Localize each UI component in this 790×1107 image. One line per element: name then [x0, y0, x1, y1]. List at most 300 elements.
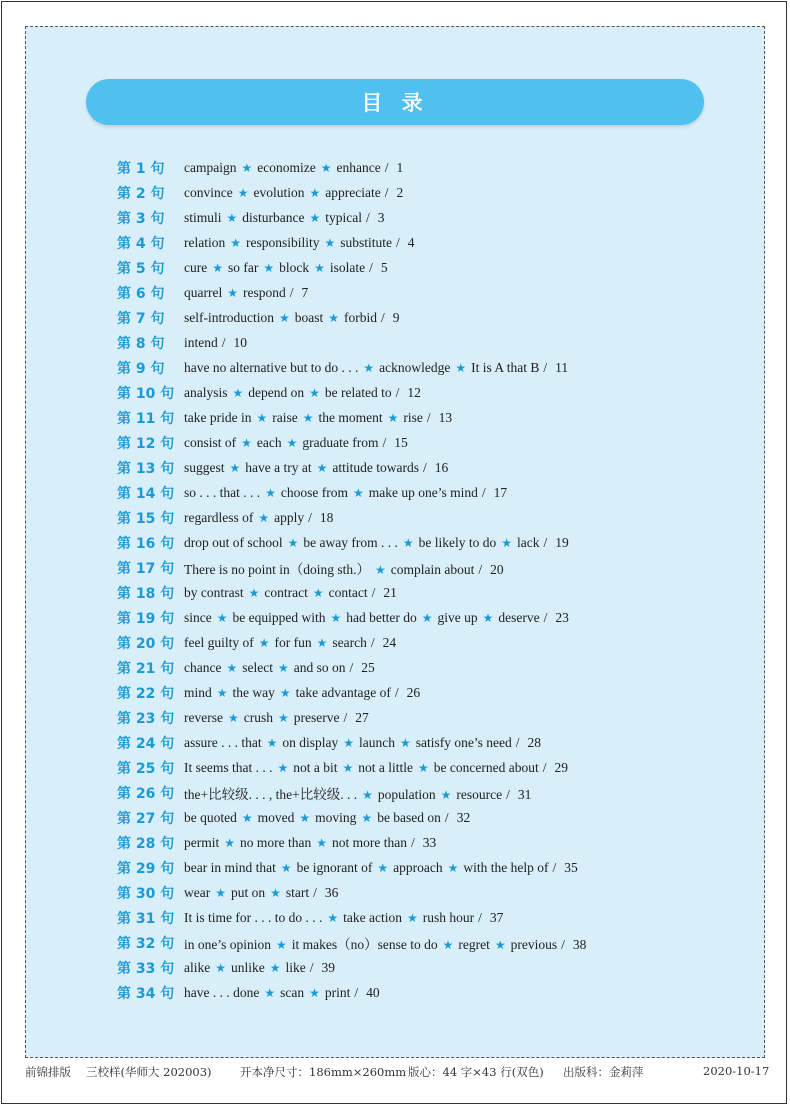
star-icon: ★ — [421, 610, 433, 625]
page-separator: / — [542, 759, 547, 775]
page-separator: / — [552, 859, 557, 875]
star-icon: ★ — [447, 860, 459, 875]
toc-row[interactable] — [0, 980, 790, 1005]
toc-term: put on — [231, 884, 266, 900]
toc-number: 第 21 句 — [117, 660, 175, 677]
page-separator: / — [396, 234, 400, 250]
toc-term: contact — [328, 584, 368, 600]
page-separator: / — [422, 459, 427, 475]
toc-term: be related to — [324, 384, 392, 400]
star-icon: ★ — [215, 960, 227, 975]
toc-row[interactable] — [0, 655, 790, 680]
toc-entry — [184, 535, 569, 551]
page-separator: / — [349, 659, 354, 675]
star-icon: ★ — [226, 660, 238, 675]
page-number: 26 — [406, 684, 421, 700]
page-separator: / — [506, 786, 510, 802]
toc-term: relation — [184, 234, 226, 250]
toc-row[interactable] — [0, 455, 790, 480]
toc-entry — [184, 933, 586, 953]
toc-term: attitude towards — [332, 459, 419, 475]
toc-row[interactable] — [0, 705, 790, 730]
star-icon: ★ — [316, 460, 328, 475]
page-number: 20 — [490, 561, 504, 577]
toc-entry — [184, 685, 420, 701]
toc-term: evolution — [253, 184, 305, 200]
toc-term: so far — [228, 259, 259, 275]
star-icon: ★ — [278, 310, 290, 325]
toc-row[interactable] — [0, 505, 790, 530]
toc-term: launch — [359, 734, 396, 750]
toc-row[interactable] — [0, 930, 790, 955]
toc-entry — [184, 185, 403, 201]
toc-term: take advantage of — [295, 684, 391, 700]
page-separator: / — [371, 584, 376, 600]
toc-term: disturbance — [242, 209, 305, 225]
star-icon: ★ — [286, 435, 298, 450]
page-number: 3 — [377, 209, 385, 225]
star-icon: ★ — [482, 610, 494, 625]
footer-size: 开本净尺寸：186mm×260mm — [240, 1065, 407, 1079]
toc-number: 第 19 句 — [117, 610, 175, 627]
toc-term: not a bit — [293, 759, 338, 775]
page-number: 33 — [422, 834, 437, 850]
toc-term: unlike — [231, 959, 265, 975]
toc-term: make up one’s mind — [368, 484, 478, 500]
toc-term: be equipped with — [232, 609, 326, 625]
page-separator: / — [384, 159, 389, 175]
page-separator: / — [221, 334, 226, 350]
page-separator: / — [384, 184, 389, 200]
toc-row[interactable] — [0, 630, 790, 655]
toc-number: 第 5 句 — [117, 260, 165, 277]
toc-term: be ignorant of — [296, 859, 373, 875]
star-icon: ★ — [327, 910, 339, 925]
toc-number: 第 1 句 — [117, 160, 165, 177]
toc-row[interactable] — [0, 355, 790, 380]
toc-row[interactable] — [0, 330, 790, 355]
star-icon: ★ — [377, 860, 389, 875]
toc-row[interactable] — [0, 380, 790, 405]
toc-term: feel guilty of — [184, 634, 254, 650]
toc-row[interactable] — [0, 155, 790, 180]
toc-term: print — [324, 984, 351, 1000]
page-separator: / — [478, 909, 482, 925]
toc-term: be likely to do — [418, 534, 497, 550]
star-icon: ★ — [230, 235, 241, 250]
toc-row[interactable] — [0, 280, 790, 305]
page-separator: / — [426, 409, 431, 425]
toc-number: 第 14 句 — [117, 485, 175, 502]
page-separator: / — [289, 284, 294, 300]
toc-entry — [184, 735, 541, 751]
toc-number: 第 32 句 — [117, 935, 175, 952]
toc-number: 第 18 句 — [117, 585, 175, 602]
toc-term: It seems that . . . — [184, 759, 273, 775]
toc-row[interactable] — [0, 680, 790, 705]
toc-term: be concerned about — [433, 759, 539, 775]
toc-row[interactable] — [0, 805, 790, 830]
page-separator: / — [561, 936, 565, 952]
toc-term: isolate — [329, 259, 366, 275]
page-separator: / — [366, 209, 370, 225]
toc-term: take action — [343, 909, 402, 925]
toc-term: respond — [243, 284, 286, 300]
page-separator: / — [382, 434, 387, 450]
star-icon: ★ — [258, 510, 270, 525]
toc-number: 第 20 句 — [117, 635, 175, 652]
toc-term: campaign — [184, 159, 237, 175]
page-number: 25 — [361, 659, 375, 675]
star-icon: ★ — [237, 185, 249, 200]
star-icon: ★ — [263, 260, 275, 275]
star-icon: ★ — [361, 810, 373, 825]
toc-term: acknowledge — [379, 359, 451, 375]
star-icon: ★ — [299, 810, 311, 825]
page-number: 27 — [355, 709, 369, 725]
star-icon: ★ — [241, 160, 253, 175]
toc-entry — [184, 335, 247, 351]
page-number: 35 — [564, 859, 578, 875]
toc-number: 第 4 句 — [117, 235, 165, 252]
star-icon: ★ — [258, 635, 270, 650]
star-icon: ★ — [241, 435, 252, 450]
toc-entry — [184, 410, 452, 426]
toc-entry — [184, 710, 369, 726]
page-separator: / — [515, 734, 520, 750]
toc-term: crush — [243, 709, 273, 725]
page-number: 40 — [366, 984, 380, 1000]
toc-entry — [184, 285, 308, 301]
toc-term: approach — [393, 859, 443, 875]
toc-entry — [184, 310, 400, 326]
toc-term: be quoted — [184, 809, 237, 825]
star-icon: ★ — [226, 210, 238, 225]
toc-term: previous — [510, 936, 558, 952]
toc-entry — [184, 485, 507, 501]
toc-number: 第 24 句 — [117, 735, 175, 752]
toc-term: by contrast — [184, 584, 244, 600]
page-number: 24 — [382, 634, 397, 650]
toc-term: appreciate — [325, 184, 381, 200]
toc-number: 第 17 句 — [117, 560, 175, 577]
star-icon: ★ — [442, 937, 454, 952]
toc-entry — [184, 985, 380, 1001]
star-icon: ★ — [277, 760, 289, 775]
toc-term: intend — [184, 334, 218, 350]
star-icon: ★ — [363, 360, 375, 375]
toc-term: scan — [280, 984, 305, 1000]
toc-term: so . . . that . . . — [184, 484, 261, 500]
page-number: 21 — [383, 584, 397, 600]
toc-term: regret — [458, 936, 490, 952]
page-number: 9 — [392, 309, 400, 325]
toc-term: drop out of school — [184, 534, 283, 550]
toc-term: give up — [437, 609, 478, 625]
toc-term: resource — [456, 786, 503, 802]
toc-entry — [184, 435, 408, 451]
star-icon: ★ — [309, 985, 320, 1000]
star-icon: ★ — [440, 787, 452, 802]
footer-version: 三校样(华师大 202003) — [86, 1065, 212, 1079]
print-footer — [0, 1064, 790, 1084]
toc-term: have a try at — [245, 459, 312, 475]
toc-row[interactable] — [0, 780, 790, 805]
toc-entry — [184, 783, 531, 803]
footer-layout: 前锦排版 — [25, 1065, 71, 1079]
toc-row[interactable] — [0, 555, 790, 580]
toc-number: 第 8 句 — [117, 335, 165, 352]
toc-term: not a little — [358, 759, 414, 775]
page-number: 10 — [233, 334, 248, 350]
toc-entry — [184, 558, 504, 578]
star-icon: ★ — [265, 485, 276, 500]
star-icon: ★ — [309, 210, 321, 225]
toc-entry — [184, 960, 335, 976]
star-icon: ★ — [342, 760, 354, 775]
toc-entry — [184, 585, 397, 601]
toc-number: 第 11 句 — [117, 410, 175, 427]
toc-term: for fun — [274, 634, 312, 650]
star-icon: ★ — [229, 460, 241, 475]
page-separator: / — [370, 634, 375, 650]
toc-entry — [184, 235, 415, 251]
star-icon: ★ — [241, 810, 253, 825]
page-separator: / — [543, 609, 548, 625]
toc-number: 第 31 句 — [117, 910, 175, 927]
toc-term: the+比较级. . . , the+比较级. . . — [184, 786, 358, 802]
page-number: 17 — [493, 484, 508, 500]
toc-term: since — [184, 609, 212, 625]
page-number: 18 — [319, 509, 334, 525]
star-icon: ★ — [256, 410, 268, 425]
toc-term: it makes（no）sense to do — [291, 936, 438, 952]
toc-number: 第 15 句 — [117, 510, 175, 527]
toc-number: 第 13 句 — [117, 460, 175, 477]
star-icon: ★ — [227, 285, 238, 300]
toc-term: moved — [257, 809, 295, 825]
toc-row[interactable] — [0, 205, 790, 230]
toc-term: alike — [184, 959, 211, 975]
toc-row[interactable] — [0, 480, 790, 505]
page-separator: / — [394, 684, 399, 700]
toc-term: like — [285, 959, 306, 975]
toc-term: have . . . done — [184, 984, 260, 1000]
toc-row[interactable] — [0, 880, 790, 905]
toc-number: 第 2 句 — [117, 185, 165, 202]
toc-entry — [184, 660, 375, 676]
toc-term: satisfy one’s need — [415, 734, 512, 750]
toc-term: have no alternative but to do . . . — [184, 359, 359, 375]
toc-number: 第 27 句 — [117, 810, 175, 827]
toc-term: the moment — [318, 409, 383, 425]
toc-row[interactable] — [0, 730, 790, 755]
toc-term: suggest — [184, 459, 225, 475]
page-number: 4 — [407, 234, 415, 250]
page-number: 16 — [434, 459, 449, 475]
toc-term: and so on — [293, 659, 346, 675]
toc-term: boast — [294, 309, 324, 325]
toc-term: analysis — [184, 384, 228, 400]
star-icon: ★ — [266, 735, 278, 750]
star-icon: ★ — [328, 310, 340, 325]
toc-term: search — [332, 634, 367, 650]
star-icon: ★ — [278, 710, 289, 725]
star-icon: ★ — [407, 910, 418, 925]
toc-row[interactable] — [0, 580, 790, 605]
toc-term: each — [256, 434, 282, 450]
toc-number: 第 6 句 — [117, 285, 165, 302]
toc-entry — [184, 810, 470, 826]
toc-entry — [184, 460, 448, 476]
toc-term: chance — [184, 659, 222, 675]
star-icon: ★ — [277, 660, 289, 675]
star-icon: ★ — [216, 610, 228, 625]
toc-term: complain about — [390, 561, 475, 577]
page-separator: / — [478, 561, 483, 577]
star-icon: ★ — [501, 535, 513, 550]
page-separator: / — [381, 309, 385, 325]
toc-number: 第 29 句 — [117, 860, 175, 877]
page-number: 5 — [380, 259, 388, 275]
star-icon: ★ — [402, 535, 414, 550]
toc-row[interactable] — [0, 605, 790, 630]
star-icon: ★ — [212, 260, 223, 275]
star-icon: ★ — [343, 735, 355, 750]
toc-row[interactable] — [0, 530, 790, 555]
toc-term: assure . . . that — [184, 734, 262, 750]
toc-term: stimuli — [184, 209, 222, 225]
toc-term: There is no point in（doing sth.） — [184, 561, 370, 577]
toc-term: typical — [325, 209, 363, 225]
page-number: 1 — [396, 159, 404, 175]
toc-row[interactable] — [0, 255, 790, 280]
toc-number: 第 16 句 — [117, 535, 175, 552]
toc-term: raise — [272, 409, 298, 425]
page-separator: / — [395, 384, 400, 400]
toc-entry — [184, 635, 396, 651]
toc-entry — [184, 885, 338, 901]
toc-term: convince — [184, 184, 233, 200]
page-separator: / — [444, 809, 449, 825]
page-number: 36 — [324, 884, 339, 900]
star-icon: ★ — [276, 937, 287, 952]
toc-term: in one’s opinion — [184, 936, 271, 952]
page-separator: / — [411, 834, 415, 850]
toc-row[interactable] — [0, 755, 790, 780]
toc-term: It is time for . . . to do . . . — [184, 909, 323, 925]
toc-row[interactable] — [0, 855, 790, 880]
toc-entry — [184, 910, 503, 926]
star-icon: ★ — [232, 385, 244, 400]
toc-entry — [184, 210, 385, 226]
page-number: 12 — [407, 384, 421, 400]
star-icon: ★ — [264, 985, 276, 1000]
star-icon: ★ — [400, 735, 411, 750]
toc-row[interactable] — [0, 180, 790, 205]
toc-entry — [184, 510, 333, 526]
toc-number: 第 25 句 — [117, 760, 175, 777]
toc-term: start — [285, 884, 310, 900]
toc-row[interactable] — [0, 405, 790, 430]
page-separator: / — [543, 534, 548, 550]
toc-entry — [184, 260, 388, 276]
toc-term: substitute — [340, 234, 393, 250]
star-icon: ★ — [280, 860, 292, 875]
toc-term: self-introduction — [184, 309, 274, 325]
star-icon: ★ — [494, 937, 506, 952]
toc-term: deserve — [498, 609, 540, 625]
page-title: 目 录 — [361, 91, 429, 115]
toc-term: choose from — [280, 484, 348, 500]
toc-term: apply — [274, 509, 305, 525]
toc-term: graduate from — [302, 434, 379, 450]
toc-entry — [184, 360, 568, 376]
star-icon: ★ — [248, 585, 260, 600]
toc-row[interactable] — [0, 830, 790, 855]
toc-term: take pride in — [184, 409, 252, 425]
page-separator: / — [313, 884, 317, 900]
toc-entry — [184, 610, 569, 626]
toc-entry — [184, 385, 421, 401]
page-separator: / — [354, 984, 359, 1000]
star-icon: ★ — [302, 410, 314, 425]
toc-row[interactable] — [0, 305, 790, 330]
star-icon: ★ — [362, 787, 373, 802]
page-number: 31 — [517, 786, 532, 802]
toc-number: 第 30 句 — [117, 885, 175, 902]
page-number: 28 — [527, 734, 542, 750]
star-icon: ★ — [216, 685, 228, 700]
star-icon: ★ — [316, 835, 328, 850]
page-number: 15 — [394, 434, 408, 450]
toc-row[interactable] — [0, 905, 790, 930]
star-icon: ★ — [227, 710, 239, 725]
toc-term: bear in mind that — [184, 859, 276, 875]
toc-row[interactable] — [0, 230, 790, 255]
toc-number: 第 10 句 — [117, 385, 175, 402]
star-icon: ★ — [455, 360, 467, 375]
toc-term: be away from . . . — [303, 534, 398, 550]
toc-term: regardless of — [184, 509, 254, 525]
page-separator: / — [369, 259, 373, 275]
toc-number: 第 28 句 — [117, 835, 175, 852]
footer-editor: 出版科：金莉萍 — [563, 1065, 644, 1079]
toc-number: 第 26 句 — [117, 785, 175, 802]
toc-number: 第 34 句 — [117, 985, 175, 1002]
toc-row[interactable] — [0, 430, 790, 455]
footer-format: 版心：44 字×43 行(双色) — [408, 1065, 544, 1079]
footer-date: 2020-10-17 — [703, 1064, 770, 1078]
star-icon: ★ — [270, 885, 281, 900]
toc-number: 第 12 句 — [117, 435, 175, 452]
toc-term: on display — [282, 734, 339, 750]
toc-term: quarrel — [184, 284, 223, 300]
page-separator: / — [308, 509, 312, 525]
toc-term: moving — [315, 809, 357, 825]
star-icon: ★ — [224, 835, 236, 850]
toc-term: cure — [184, 259, 208, 275]
page-number: 29 — [554, 759, 568, 775]
page-number: 32 — [456, 809, 471, 825]
toc-term: be based on — [377, 809, 441, 825]
star-icon: ★ — [316, 635, 328, 650]
toc-row[interactable] — [0, 955, 790, 980]
star-icon: ★ — [279, 685, 291, 700]
page-number: 11 — [555, 359, 569, 375]
star-icon: ★ — [309, 185, 321, 200]
page-separator: / — [309, 959, 314, 975]
